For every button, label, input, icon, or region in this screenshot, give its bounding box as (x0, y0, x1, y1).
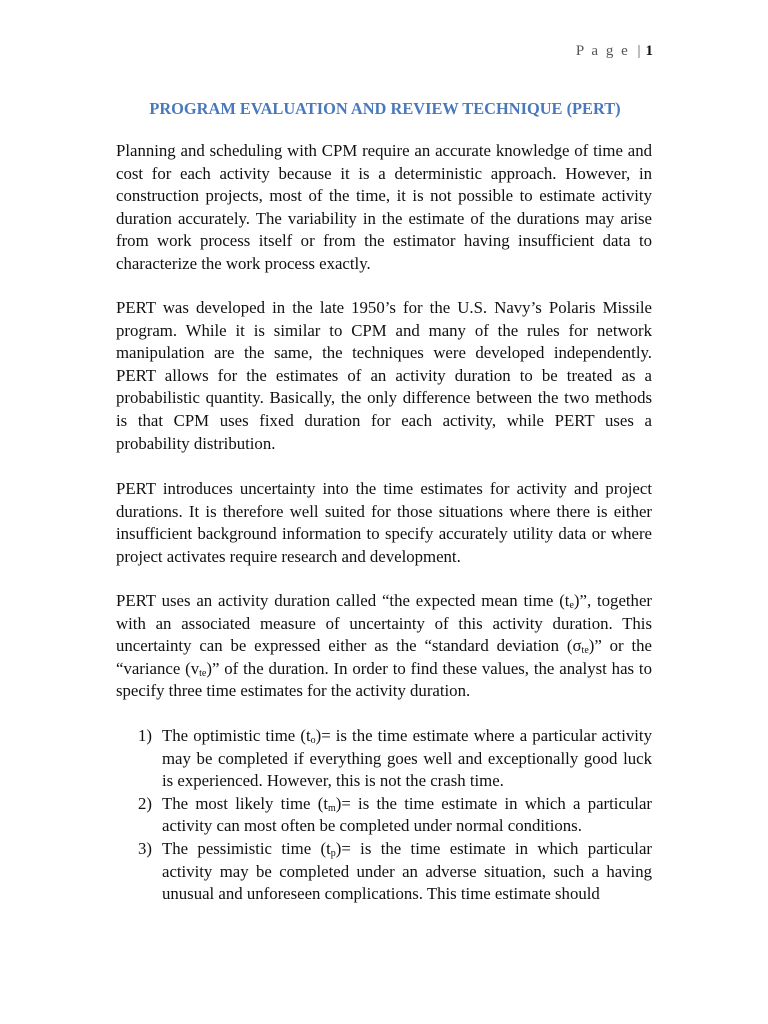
subscript-te: te (581, 645, 589, 657)
list-item-text: )= is the time estimate in which a particular activity can most often be completed under normal conditions. (162, 793, 652, 836)
document-title: PROGRAM EVALUATION AND REVIEW TECHNIQUE (PERT) (149, 99, 621, 118)
subscript-m: m (327, 802, 336, 814)
list-number: 3) (138, 838, 152, 858)
list-item-pessimistic (116, 838, 652, 906)
page-number: 1 (645, 43, 653, 59)
list-number: 2) (138, 793, 152, 813)
list-item-text: The pessimistic time (t (162, 838, 331, 858)
paragraph-4 (116, 590, 652, 703)
page-number-header (576, 43, 653, 60)
paragraph-2: PERT was developed in the late 1950’s for the U.S. Navy’s Polaris Missile program. While it is similar to CPM and many of the rules for network manipulation are the same, the techniques were developed independently. PERT allows for the estimates of an activity duration to be treated as a probabilistic quantity. Basically, the only difference between the two methods is that CPM uses fixed duration for each activity, while PERT uses a probability distribution. (116, 298, 652, 453)
page-label: P a g e (575, 43, 630, 59)
subscript-e: e (569, 600, 574, 611)
paragraph-4-text-4: )” of the duration. In order to find these values, the analyst has to specify three time estimates for the activity duration. (116, 658, 652, 701)
page-separator: | (637, 43, 643, 59)
list-item-text: The optimistic time (t (162, 726, 311, 745)
list-item-optimistic (116, 725, 652, 793)
paragraph-4-text-3: )” or the “variance (v (116, 636, 652, 678)
list-item-text: The most likely time (t (162, 793, 328, 813)
paragraph-4-text-1: PERT uses an activity duration called “the expected mean time (t (116, 591, 570, 610)
subscript-te: te (199, 667, 207, 679)
list-item-text: )= is the time estimate where a particular activity may be completed if everything goes well and exceptionally good luck is experienced. However, this is not the crash time. (162, 726, 652, 791)
paragraph-4-text-2: )”, together with an associated measure of uncertainty of this activity duration. This uncertainty can be expressed either as the “standard deviation (σ (116, 591, 652, 656)
subscript-p: p (330, 847, 336, 859)
paragraph-1: Planning and scheduling with CPM require an accurate knowledge of time and cost for each activity because it is a deterministic approach. However, in construction projects, most of the time, it is not possible to estimate activity duration accurately. The variability in the estimate of the durations may arise from work process itself or from the estimator having insufficient data to characterize the work process exactly. (116, 141, 652, 273)
list-number: 1) (138, 726, 152, 745)
list-item-text: )= is the time estimate in which particular activity may be completed under an adverse situation, such a having unusual and unforeseen complications. This time estimate should (162, 838, 652, 904)
subscript-o: o (310, 735, 316, 746)
list-item-most-likely (116, 793, 652, 838)
time-estimates-list (116, 725, 652, 906)
paragraph-3: PERT introduces uncertainty into the time estimates for activity and project durations. It is therefore well suited for those situations where there is either insufficient background information to specify accurately utility data or where project activates require research and development. (116, 479, 652, 566)
